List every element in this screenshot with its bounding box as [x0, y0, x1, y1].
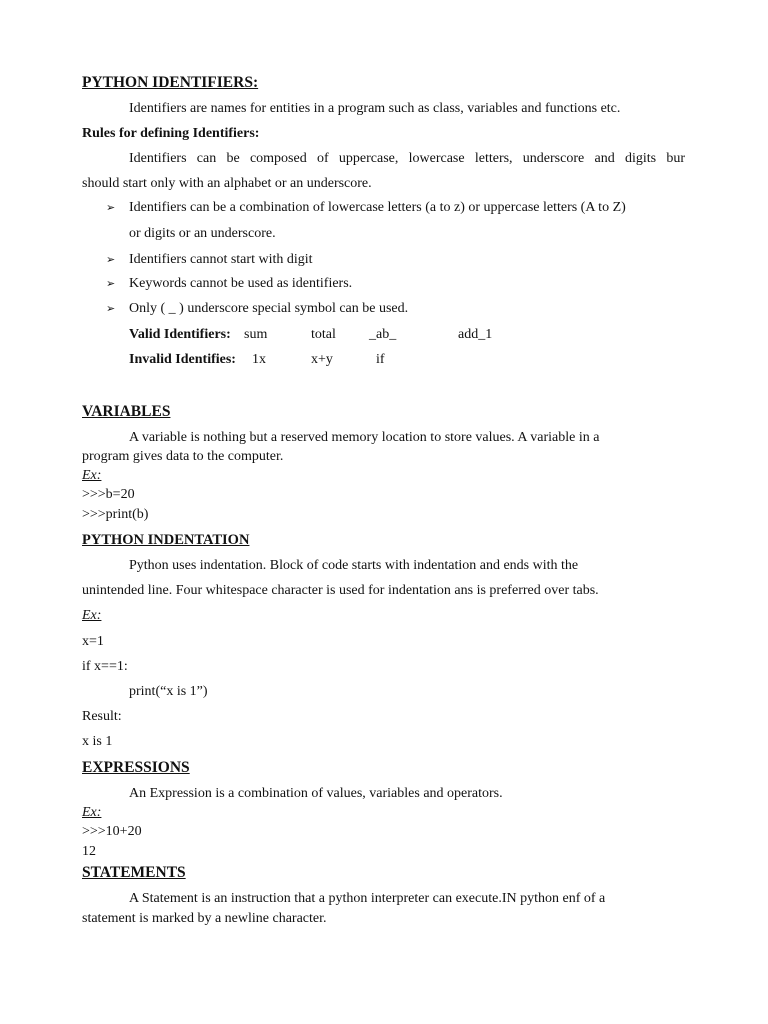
bullet-item: Only ( _ ) underscore special symbol can be used.	[129, 301, 409, 316]
bullet-item: Identifiers cannot start with digit	[129, 252, 313, 267]
valid-identifier-value: total	[311, 327, 336, 342]
valid-identifier-value: sum	[244, 327, 268, 342]
statements-heading: STATEMENTS	[82, 864, 186, 881]
identifiers-heading: PYTHON IDENTIFIERS:	[82, 74, 259, 91]
rules-para-line2: should start only with an alphabet or an underscore.	[82, 176, 372, 191]
variables-line2: program gives data to the computer.	[82, 449, 284, 464]
indentation-line2: unintended line. Four whitespace character is used for indentation ans is preferred over tabs.	[82, 583, 599, 598]
invalid-identifiers-label: Invalid Identifies:	[129, 352, 236, 367]
expressions-heading: EXPRESSIONS	[82, 759, 190, 776]
bullet-item: Keywords cannot be used as identifiers.	[129, 276, 353, 291]
statements-line2: statement is marked by a newline character.	[82, 911, 327, 926]
invalid-identifier-value: x+y	[311, 352, 333, 367]
indentation-code-line-indented: print(“x is 1”)	[129, 684, 208, 699]
valid-identifiers-label: Valid Identifiers:	[129, 327, 231, 342]
variables-code-line: >>>print(b)	[82, 507, 149, 522]
variables-code-line: >>>b=20	[82, 487, 135, 502]
rules-heading: Rules for defining Identifiers:	[82, 126, 260, 141]
expressions-example-label: Ex:	[82, 805, 102, 820]
variables-heading: VARIABLES	[82, 403, 171, 420]
indentation-heading: PYTHON INDENTATION	[82, 532, 250, 548]
indentation-line1: Python uses indentation. Block of code starts with indentation and ends with the	[129, 558, 579, 573]
result-label: Result:	[82, 709, 122, 724]
invalid-identifier-value: if	[376, 352, 385, 367]
bullet-item-continued: or digits or an underscore.	[129, 226, 276, 241]
valid-identifier-value: _ab_	[369, 327, 397, 342]
bullet-arrow-icon: ➢	[106, 201, 116, 214]
rules-para-line1: Identifiers can be composed of uppercase, lowercase letters, underscore and digits bur	[129, 151, 685, 166]
variables-line1: A variable is nothing but a reserved memory location to store values. A variable in a	[129, 430, 600, 445]
bullet-arrow-icon: ➢	[106, 277, 116, 290]
invalid-identifier-value: 1x	[252, 352, 266, 367]
indentation-code-line: x=1	[82, 634, 104, 649]
bullet-item: Identifiers can be a combination of lowercase letters (a to z) or uppercase letters (A to Z)	[129, 200, 626, 215]
indentation-code-line: if x==1:	[82, 659, 128, 674]
statements-line1: A Statement is an instruction that a python interpreter can execute.IN python enf of a	[129, 891, 606, 906]
expressions-output-line: 12	[82, 844, 96, 859]
indentation-example-label: Ex:	[82, 608, 102, 623]
bullet-arrow-icon: ➢	[106, 302, 116, 315]
bullet-arrow-icon: ➢	[106, 253, 116, 266]
valid-identifier-value: add_1	[458, 327, 493, 342]
variables-example-label: Ex:	[82, 468, 102, 483]
expressions-code-line: >>>10+20	[82, 824, 142, 839]
expressions-line1: An Expression is a combination of values, variables and operators.	[129, 786, 503, 801]
result-value: x is 1	[82, 734, 113, 749]
identifiers-intro: Identifiers are names for entities in a program such as class, variables and functions etc.	[129, 101, 621, 116]
